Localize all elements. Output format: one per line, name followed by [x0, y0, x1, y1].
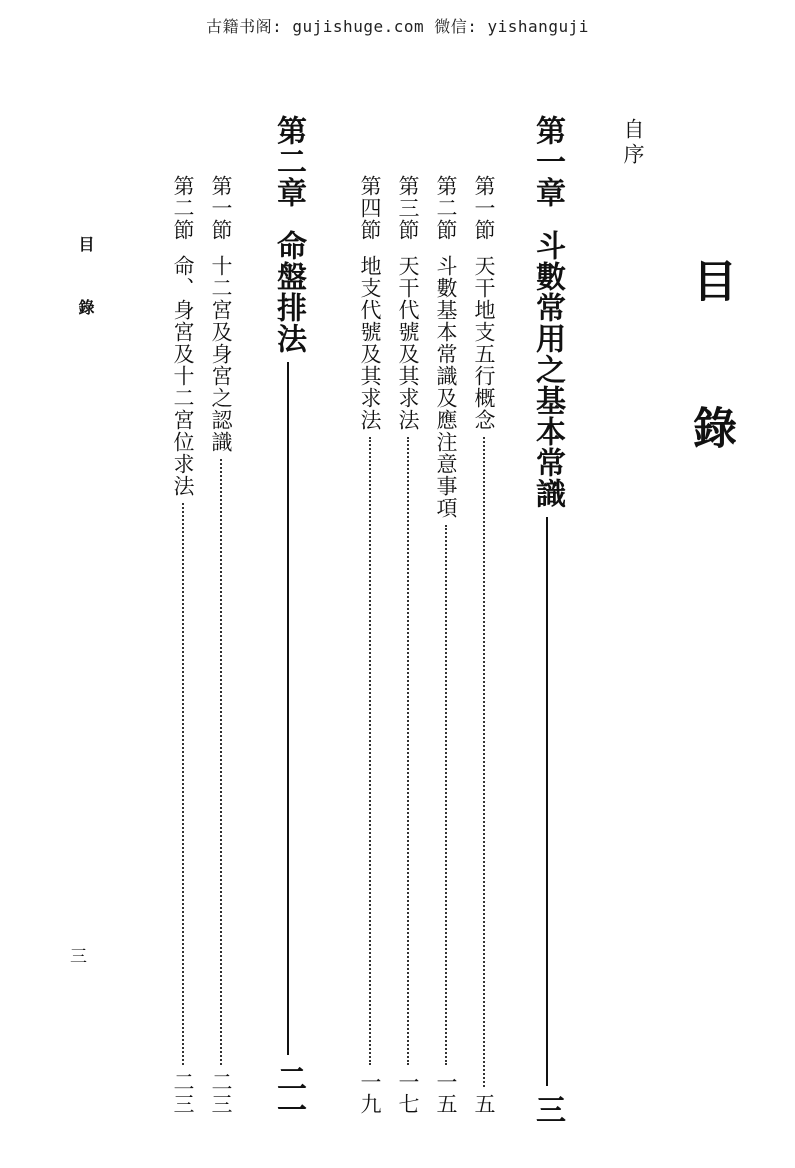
preface-entry[interactable]: 自序 [621, 118, 645, 168]
section-page: 一七 [396, 1071, 420, 1115]
section-label: 第三節 [396, 175, 420, 241]
section-title: 斗數基本常識及應注意事項 [434, 255, 458, 519]
chapter-label: 第一章 [530, 115, 565, 208]
chapter-title: 命盤排法 [271, 230, 306, 354]
dot-leader [220, 459, 222, 1065]
leader-line [287, 362, 289, 1055]
chapter-page: 三 [530, 1094, 565, 1125]
dot-leader [407, 437, 409, 1065]
chapter-title: 斗數常用之基本常識 [530, 230, 565, 509]
section-title: 十二宮及身宮之認識 [209, 255, 233, 453]
section-title: 命、身宮及十二宮位求法 [171, 255, 195, 497]
chapter-1-entry[interactable] [525, 115, 569, 1125]
section-label: 第二節 [434, 175, 458, 241]
section-page: 一五 [434, 1071, 458, 1115]
section-label: 第二節 [171, 175, 195, 241]
dot-leader [483, 437, 485, 1087]
section-page: 五 [472, 1093, 496, 1115]
dot-leader [445, 525, 447, 1065]
chapter-page: 二一 [271, 1063, 306, 1125]
section-1-3-entry[interactable] [393, 175, 423, 1115]
running-header: 目 錄 [76, 236, 95, 329]
page-title: 目 錄 [685, 258, 736, 475]
section-1-1-entry[interactable] [469, 175, 499, 1115]
section-title: 天干地支五行概念 [472, 255, 496, 431]
section-title: 地支代號及其求法 [358, 255, 382, 431]
section-page: 一九 [358, 1071, 382, 1115]
section-label: 第一節 [209, 175, 233, 241]
chapter-2-entry[interactable] [266, 115, 310, 1125]
section-2-1-entry[interactable] [206, 175, 236, 1115]
section-label: 第四節 [358, 175, 382, 241]
watermark: 古籍书阁: gujishuge.com 微信: yishanguji [206, 17, 589, 36]
section-label: 第一節 [472, 175, 496, 241]
section-1-4-entry[interactable] [355, 175, 385, 1115]
section-2-2-entry[interactable] [168, 175, 198, 1115]
section-1-2-entry[interactable] [431, 175, 461, 1115]
section-page: 二三 [209, 1071, 233, 1115]
section-page: 二三 [171, 1071, 195, 1115]
page-number: 三 [70, 947, 87, 967]
dot-leader [182, 503, 184, 1065]
dot-leader [369, 437, 371, 1065]
section-title: 天干代號及其求法 [396, 255, 420, 431]
chapter-label: 第二章 [271, 115, 306, 208]
leader-line [546, 517, 548, 1086]
